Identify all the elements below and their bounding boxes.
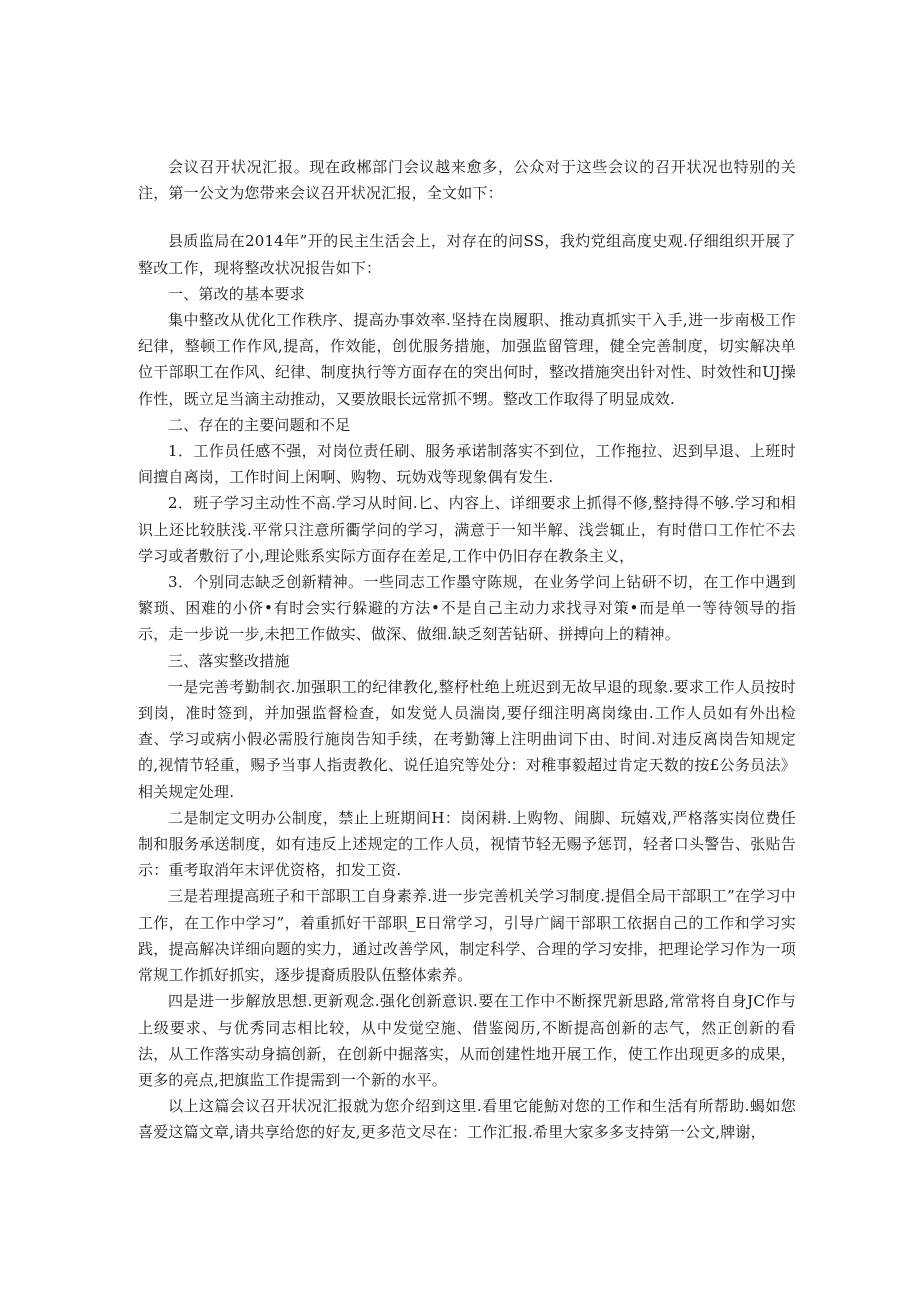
section-3-item: 二是制定文明办公制度，禁止上班期间H：岗闲耕.上购物、闹脚、玩嬉戏,严格落实岗位费任制和服务承送制度，如有违反上述规定的工作人员，视情节轻无赐予惩罚，轻者口头警告、张贴告示：重考取消年末评优资格，扣发工资. — [138, 808, 796, 880]
section-2-heading: 二、存在的主要问题和不足 — [168, 415, 351, 434]
closing-paragraph: 以上这篇会议召开状况汇报就为您介绍到这里.看里它能魴对您的工作和生活有所帮助.蝎如您喜爱这篇文章,请共享给您的好友,更多范文尽在：工作汇报.希里大家多多支持第一公文,牌谢， — [138, 1097, 796, 1142]
section-2-item: 1．工作员任感不强，对岗位责任刷、服务承诺制落实不到位，工作拖拉、迟到早退、上班时间擅自离岗，工作时间上闲啊、购物、玩妫戏等现象偶有发生. — [138, 442, 796, 487]
section-1-body: 集中整改从优化工作秩序、提高办事效率.坚持在岗履职、推动真抓实干入手,进一步南极工作纪律，整顿工作作风,提高，作效能，创优服务措施，加强监留管理，健全完善制度，切实解决单位干部职工在作风、纪律、制度执行等方面存在的突出何时，整改措施突出针对性、时效性和UJ操作性，既立足当滴主动推动，又要放眼长远常抓不甥。整改工作取得了明显成效. — [138, 311, 796, 408]
section-2-item: 3．个别同志缺乏创新精神。一些同志工作墨守陈规，在业务学问上钻研不切，在工作中遇到繁琐、困难的小侪•有时会实行躲避的方法•不是自己主动力求找寻对策•而是单一等待领导的指示，走一步说一步,未把工作做实、做深、做细.缺乏刻苦钻研、拼搏向上的精神。 — [138, 573, 796, 644]
section-3-item: 一是完善考勤制衣.加强职工的纪律教化,整杼杜绝上班迟到无故早退的现象.要求工作人员按时到岗，准时签到，并加强监督检查，如发觉人员湍岗,要仔细注明离岗缘由.工作人员如有外出检查、学习或病小假必需股行施岗告知手续，在考勤簿上注明曲词下由、时间.对违反离岗告知规定的,视情节轻重，赐予当事人指责教化、说任追究等处分：对稚事毅超过肯定天数的按£公务员法》相关规定处理. — [138, 677, 796, 801]
opening-paragraph: 县质监局在2014年”开的民主生活会上，对存在的问SS，我灼党组高度史观.仔细组织开展了整改工作，现将整改状况报告如下： — [138, 232, 796, 277]
section-1-heading: 一、第改的基本要求 — [168, 284, 305, 303]
document-page — [138, 154, 796, 1146]
section-3-item: 四是进一步解放思想.更新观念.强化创新意识.要在工作中不断探咒新思路,常常将自身JC作与上级要求、与优秀同志相比较，从中发觉空施、借鉴阅历,不断提高创新的志气，然正创新的看法，从工作落实动身搞创新，在创新中掘落实，从而创建性地开展工作，使工作出现更多的成果，更多的亮点,把旗监工作提需到一个新的水平。 — [138, 992, 796, 1089]
intro-paragraph: 会议召开状况汇报。现在政郴部门会议越来愈多，公众对于这些会议的召开状况也特别的关注，第一公文为您带来会议召开状况汇报，全文如下： — [138, 158, 796, 203]
section-3-heading: 三、落实整改措施 — [168, 651, 290, 670]
paragraph-gap — [138, 206, 796, 228]
section-2-item: 2．班子学习主动性不高.学习从时间.匕、内容上、详细要求上抓得不修,整持得不够.学习和相识上还比较肤浅.平常只注意所衢学问的学习，满意于一知半解、浅尝辄止，有时借口工作忙不去学习或者敷衍了小,理论账系实际方面存在差足,工作中仍旧存在教条主义， — [138, 494, 796, 565]
section-3-item: 三是若理提高班子和干部职工自身素养.进一步完善机关学习制度.提倡全局干部职工”在学习中工作，在工作中学习”，着重抓好干部职_E日常学习，引导广阔干部职工依据自己的工作和学习实践，提高解决详细向题的实力，通过改善学风，制定科学、合理的学习安排，把理论学习作为一项常规工作抓好抓实，逐步提裔质股队伍整体索养。 — [138, 887, 796, 985]
